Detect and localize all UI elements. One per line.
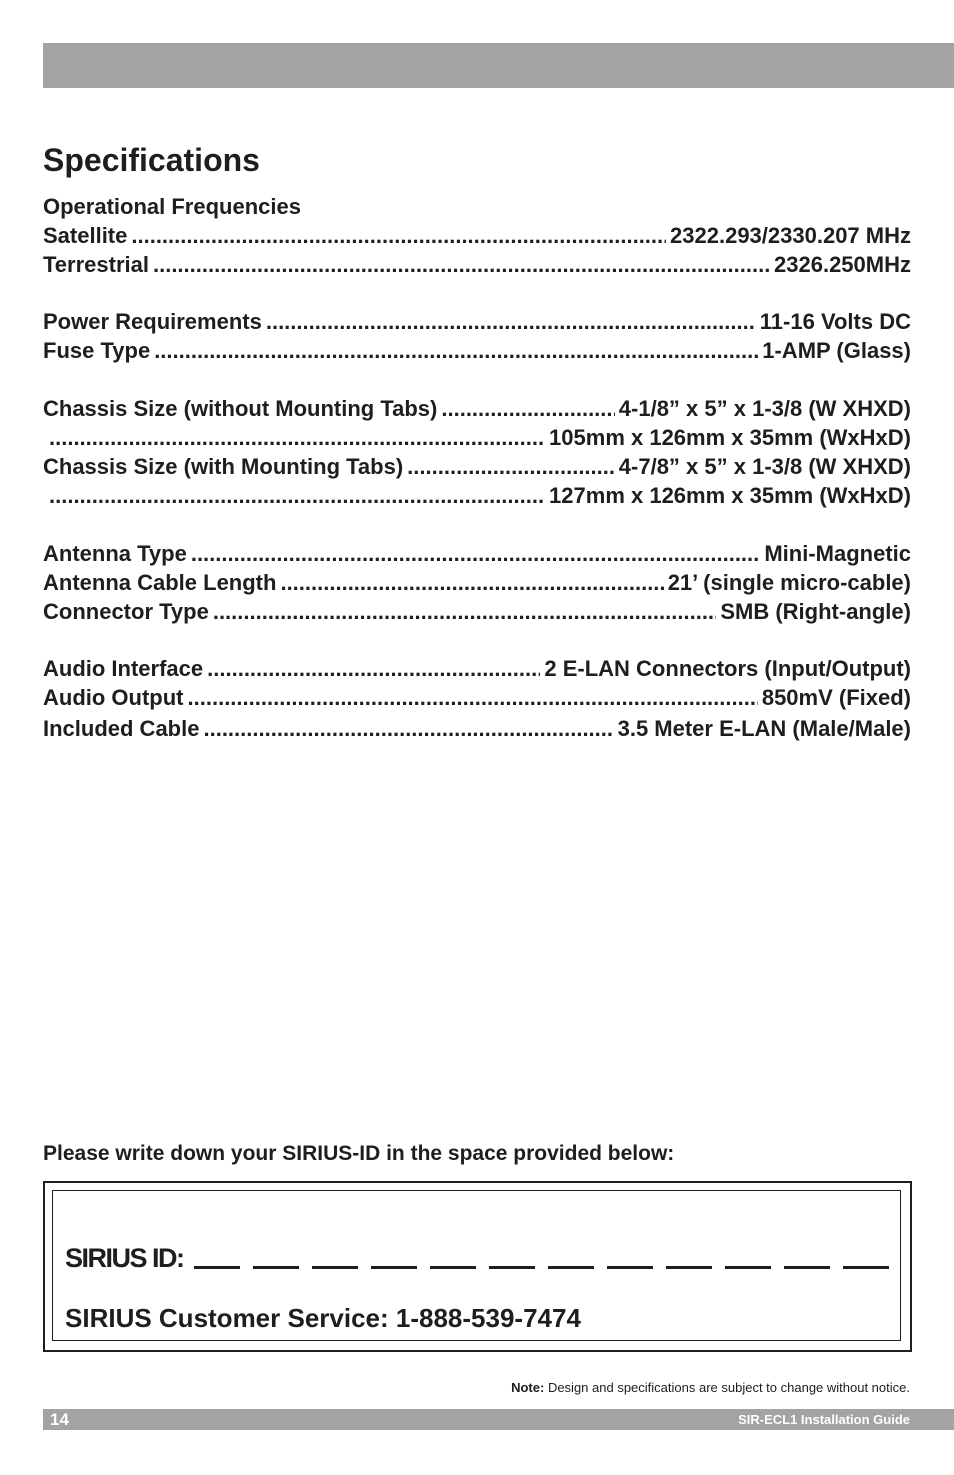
id-blank — [548, 1266, 594, 1269]
dot-leader — [207, 656, 540, 682]
dot-leader — [203, 716, 613, 742]
dot-leader — [280, 570, 663, 596]
spec-value: 127mm x 126mm x 35mm (WxHxD) — [549, 483, 911, 508]
spec-value: 11-16 Volts DC — [759, 309, 911, 334]
id-blank — [371, 1266, 417, 1269]
spec-value: 850mV (Fixed) — [761, 685, 911, 710]
spec-row-connector-type — [43, 599, 911, 628]
note-label: Note: — [511, 1380, 545, 1395]
page-title: Specifications — [43, 142, 260, 178]
spec-value: SMB (Right-angle) — [720, 599, 911, 624]
spec-row-chassis-without-tabs-metric — [43, 425, 911, 454]
spec-row-fuse-type — [43, 338, 911, 367]
id-blank — [666, 1266, 712, 1269]
sirius-id-prompt: Please write down your SIRIUS-ID in the space provided below: — [43, 1142, 675, 1165]
id-blank — [607, 1266, 653, 1269]
guide-title: SIR-ECL1 Installation Guide — [738, 1412, 910, 1427]
spec-row-included-cable — [43, 714, 911, 748]
dot-leader — [407, 454, 615, 480]
spec-value: 2322.293/2330.207 MHz — [670, 223, 911, 248]
page-number: 14 — [50, 1410, 69, 1429]
spec-row-antenna-type — [43, 541, 911, 570]
spec-label: Terrestrial — [43, 252, 149, 277]
spec-value: 4-1/8” x 5” x 1-3/8 (W XHXD) — [618, 396, 911, 421]
id-blank — [253, 1266, 299, 1269]
id-blank — [725, 1266, 771, 1269]
dot-leader — [266, 309, 756, 335]
spec-value: 1-AMP (Glass) — [762, 338, 911, 363]
dot-leader — [213, 599, 717, 625]
spec-label: Fuse Type — [43, 338, 151, 363]
spec-group-audio — [43, 656, 911, 748]
spec-row-audio-output — [43, 685, 911, 714]
spec-label: Satellite — [43, 223, 128, 248]
dot-leader — [131, 223, 666, 249]
spec-group-antenna — [43, 541, 911, 628]
spec-label: Chassis Size (without Mounting Tabs) — [43, 396, 438, 421]
dot-leader — [191, 541, 761, 567]
spec-row-chassis-with-tabs — [43, 454, 911, 483]
footer-bar — [43, 1409, 954, 1430]
sirius-id-box-inner — [52, 1190, 901, 1341]
header-bar — [43, 43, 954, 88]
id-blank — [843, 1266, 889, 1269]
spec-value: Mini-Magnetic — [764, 541, 911, 566]
dot-leader — [153, 252, 770, 278]
spec-group-power — [43, 309, 911, 367]
id-blank — [430, 1266, 476, 1269]
dot-leader — [49, 483, 545, 509]
spec-value: 2 E-LAN Connectors (Input/Output) — [544, 656, 911, 681]
dot-leader — [188, 685, 758, 711]
sirius-id-line — [65, 1243, 889, 1274]
id-blank — [784, 1266, 830, 1269]
spec-value: 4-7/8” x 5” x 1-3/8 (W XHXD) — [618, 454, 911, 479]
note-text: Design and specifications are subject to change without notice. — [547, 1380, 910, 1395]
id-blank — [194, 1266, 240, 1269]
spec-label: Audio Output — [43, 685, 184, 710]
spec-label: Included Cable — [43, 716, 200, 741]
id-blank — [489, 1266, 535, 1269]
sirius-id-blanks — [194, 1264, 889, 1267]
spec-row-terrestrial — [43, 252, 911, 281]
note-line — [511, 1380, 910, 1395]
spec-label: Connector Type — [43, 599, 209, 624]
spec-row-chassis-with-tabs-metric — [43, 483, 911, 512]
sirius-id-box — [43, 1181, 912, 1352]
spec-value: 21’ (single micro-cable) — [667, 570, 911, 595]
spec-row-audio-interface — [43, 656, 911, 685]
customer-service-line: SIRIUS Customer Service: 1-888-539-7474 — [65, 1303, 581, 1333]
id-blank — [312, 1266, 358, 1269]
spec-group-frequencies — [43, 194, 911, 281]
spec-label: Power Requirements — [43, 309, 262, 334]
spec-value: 105mm x 126mm x 35mm (WxHxD) — [549, 425, 911, 450]
spec-row-chassis-without-tabs — [43, 396, 911, 425]
spec-row-antenna-cable-length — [43, 570, 911, 599]
spec-group-heading: Operational Frequencies — [43, 194, 301, 219]
spec-label: Chassis Size (with Mounting Tabs) — [43, 454, 404, 479]
dot-leader — [441, 396, 614, 422]
spec-row-power-requirements — [43, 309, 911, 338]
sirius-id-label: SIRIUS ID: — [65, 1243, 184, 1273]
spec-label: Antenna Cable Length — [43, 570, 277, 595]
spec-row-satellite — [43, 223, 911, 252]
spec-group-chassis — [43, 396, 911, 512]
spec-value: 3.5 Meter E-LAN (Male/Male) — [617, 716, 911, 741]
spec-value: 2326.250MHz — [774, 252, 911, 277]
dot-leader — [49, 425, 545, 451]
dot-leader — [154, 338, 758, 364]
spec-label: Audio Interface — [43, 656, 204, 681]
spec-label: Antenna Type — [43, 541, 187, 566]
